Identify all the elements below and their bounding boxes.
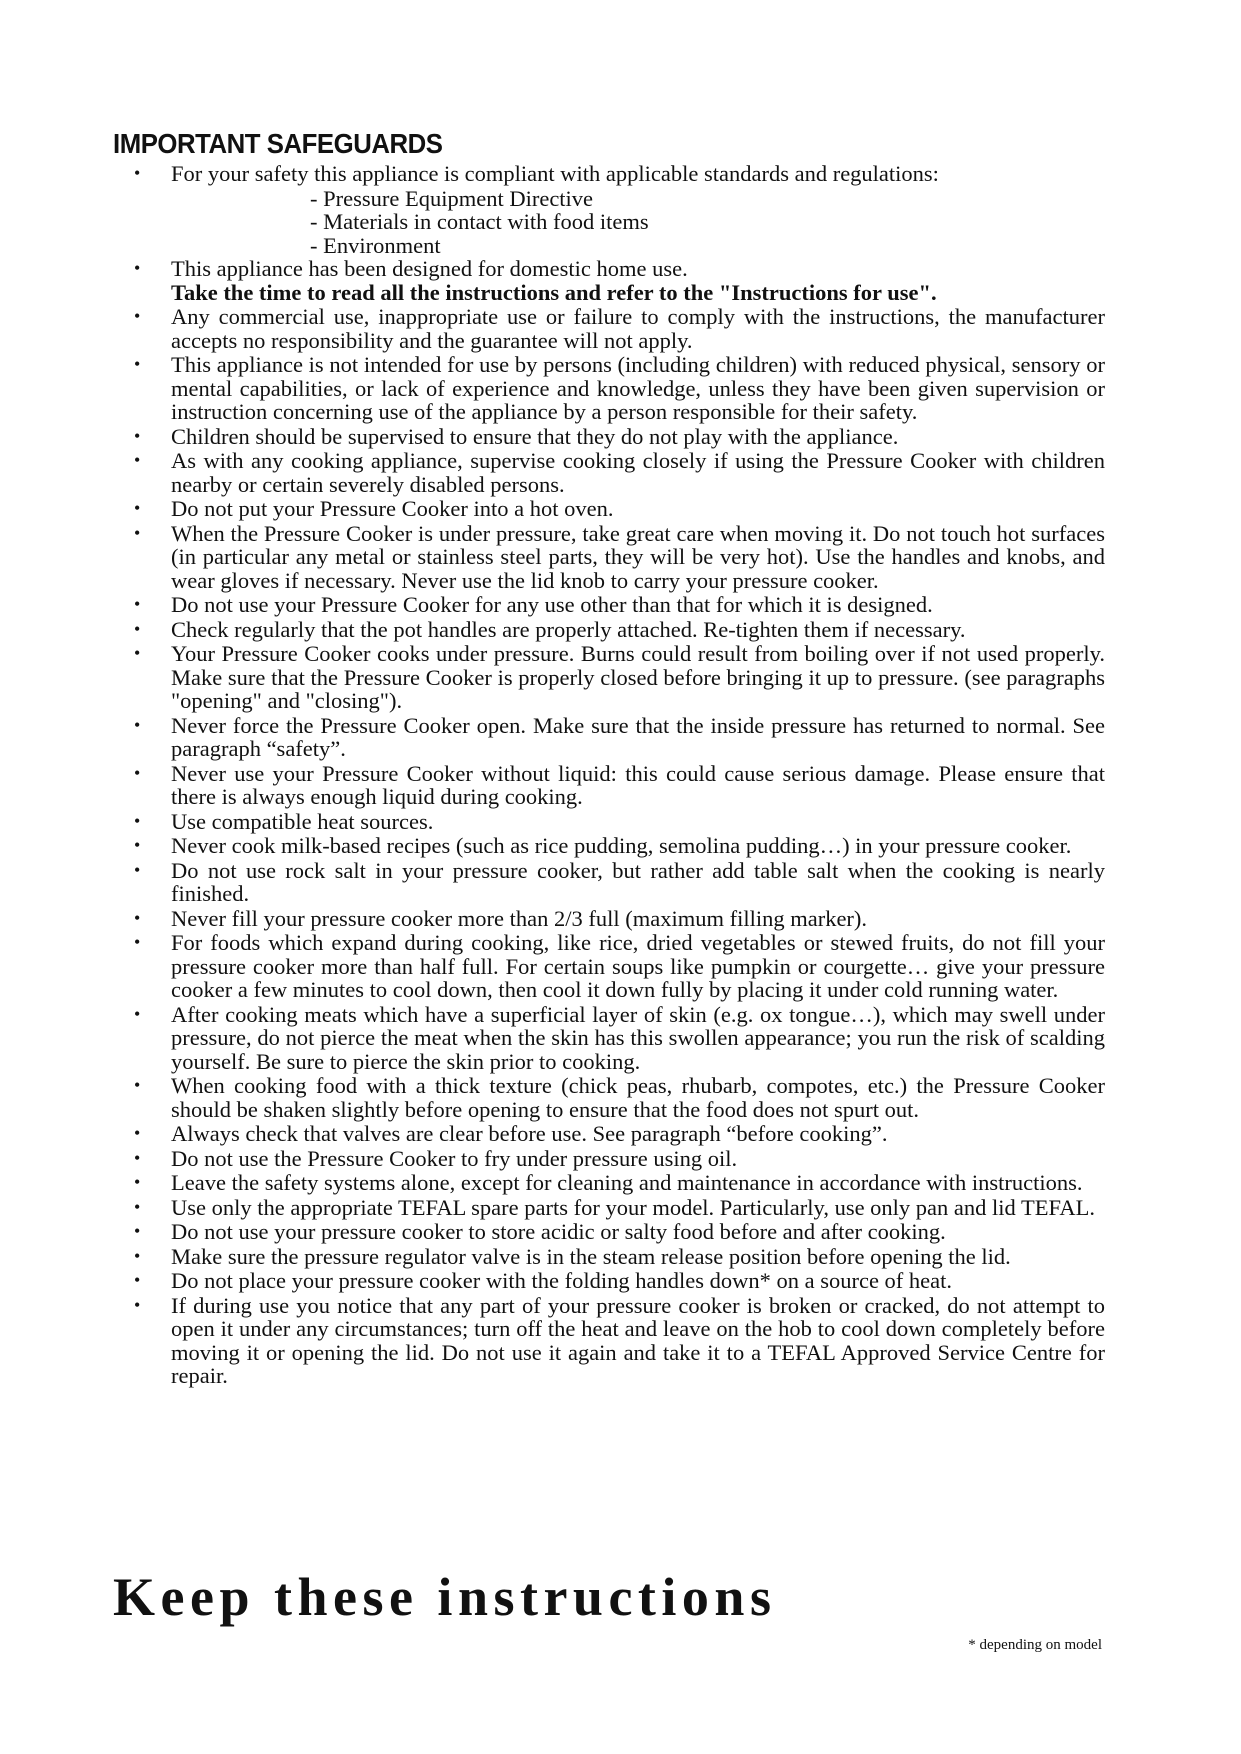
footnote: * depending on model (968, 1637, 1102, 1653)
list-item (113, 714, 1105, 761)
bullet-icon: • (134, 1221, 141, 1241)
bullet-icon: • (134, 714, 141, 735)
list-item (113, 762, 1105, 809)
list-item (113, 1220, 1105, 1244)
list-item-text: Never force the Pressure Cooker open. Make sure that the inside pressure has returned to normal. See paragraph “safety”. (171, 712, 1105, 761)
bullet-icon: • (134, 762, 141, 783)
bullet-icon: • (134, 1270, 141, 1290)
list-item (113, 1003, 1105, 1074)
safeguards-list (113, 162, 1105, 304)
list-item (113, 810, 1105, 834)
list-item-text: This appliance has been designed for domestic home use. (171, 256, 688, 281)
bullet-icon: • (134, 835, 141, 855)
bullet-icon: • (134, 498, 141, 518)
list-item-text: Leave the safety systems alone, except for cleaning and maintenance in accordance with instructions. (171, 1170, 1083, 1195)
list-item-text: Do not use rock salt in your pressure cooker, but rather add table salt when the cooking is nearly finished. (171, 857, 1105, 906)
list-item-text: Use compatible heat sources. (171, 808, 434, 834)
standard-item: - Pressure Equipment Directive (310, 185, 594, 211)
list-item-text: Do not use your pressure cooker to store acidic or salty food before and after cooking. (171, 1219, 946, 1244)
bullet-icon: • (134, 1075, 141, 1095)
list-item (113, 522, 1105, 593)
bullet-icon: • (134, 594, 141, 614)
list-item-text: As with any cooking appliance, supervise cooking closely if using the Pressure Cooker with children nearby or certain severely disabled persons. (171, 448, 1105, 497)
list-item-text: Children should be supervised to ensure that they do not play with the appliance. (171, 423, 899, 449)
list-item (113, 593, 1105, 617)
list-item (113, 305, 1105, 352)
bullet-icon: • (134, 258, 141, 278)
bullet-icon: • (134, 1196, 141, 1217)
bullet-icon: • (134, 932, 141, 952)
list-item (113, 1196, 1105, 1220)
read-instructions-notice: Take the time to read all the instructions and refer to the "Instructions for use". (171, 279, 937, 305)
list-item-text: If during use you notice that any part of your pressure cooker is broken or cracked, do not attempt to open it under any circumstances; turn off the heat and leave on the hob to cool down completely before moving it or opening the lid. Do not use it again and take it to a TEFAL Approved Service Centre for repair. (171, 1292, 1105, 1388)
list-item (113, 449, 1105, 496)
list-item-text: When the Pressure Cooker is under pressure, take great care when moving it. Do not touch hot surfaces (in particular any metal or stainless steel parts, they will be very hot). Use the handles and knobs, and wear gloves if necessary. Never use the lid knob to carry your pressure cooker. (171, 520, 1105, 593)
list-item-text: Always check that valves are clear before use. See paragraph “before cooking”. (171, 1121, 888, 1146)
list-item-text: Do not place your pressure cooker with the folding handles down* on a source of heat. (171, 1268, 953, 1293)
list-item-domestic (113, 257, 1105, 304)
list-item (113, 1147, 1105, 1171)
list-item-text: Never use your Pressure Cooker without liquid: this could cause serious damage. Please ensure that there is always enough liquid during cooking. (171, 760, 1105, 809)
list-item (113, 907, 1105, 931)
bullet-icon: • (134, 1123, 141, 1143)
list-item-text: Your Pressure Cooker cooks under pressure. Burns could result from boiling over if not used properly. Make sure that the Pressure Cooker is properly closed before bringing it up to pressure. (see paragraphs "opening" and "closing"). (171, 641, 1105, 713)
bullet-icon: • (134, 1245, 141, 1266)
list-item (113, 425, 1105, 449)
list-item (113, 642, 1105, 713)
list-item-text: Do not use your Pressure Cooker for any use other than that for which it is designed. (171, 592, 933, 617)
list-item (113, 497, 1105, 521)
list-item (113, 859, 1105, 906)
keep-instructions-title: Keep these instructions (113, 1567, 777, 1627)
bullet-icon: • (134, 450, 141, 470)
bullet-icon: • (134, 425, 141, 446)
standard-item: - Materials in contact with food items (310, 209, 649, 234)
list-item-text: Any commercial use, inappropriate use or failure to comply with the instructions, the manufacturer accepts no responsibility and the guarantee will not apply. (171, 304, 1105, 353)
bullet-icon: • (134, 522, 141, 543)
bullet-icon: • (134, 643, 141, 663)
list-item-text: Check regularly that the pot handles are properly attached. Re-tighten them if necessary. (171, 616, 966, 642)
list-item-text: Never fill your pressure cooker more than 2/3 full (maximum filling marker). (171, 905, 868, 931)
bullet-icon: • (134, 907, 141, 928)
list-item (113, 1074, 1105, 1121)
bullet-icon: • (134, 810, 141, 831)
list-item (113, 1122, 1105, 1146)
list-item-text: Do not put your Pressure Cooker into a hot oven. (171, 496, 614, 521)
list-item (113, 1269, 1105, 1293)
bullet-icon: • (134, 163, 141, 183)
bullet-icon: • (134, 306, 141, 326)
safeguards-section (113, 128, 1105, 1389)
bullet-icon: • (134, 1003, 141, 1024)
page-title: IMPORTANT SAFEGUARDS (113, 128, 443, 159)
list-item-text: After cooking meats which have a superficial layer of skin (e.g. ox tongue…), which may swell under pressure, do not pierce the meat when the skin has this swollen appearance; you run the risk of scalding yourself. Be sure to pierce the skin prior to cooking. (171, 1001, 1105, 1074)
list-item (113, 1171, 1105, 1195)
bullet-icon: • (134, 354, 141, 374)
bullet-icon: • (134, 1147, 141, 1168)
list-item (113, 353, 1105, 424)
list-item (113, 931, 1105, 1002)
list-item-text: For your safety this appliance is compliant with applicable standards and regulations: (171, 161, 939, 186)
safeguards-list-continued (113, 305, 1105, 1388)
list-item (113, 1245, 1105, 1269)
list-item-text: Use only the appropriate TEFAL spare parts for your model. Particularly, use only pan and lid TEFAL. (171, 1194, 1095, 1220)
bullet-icon: • (134, 1294, 141, 1315)
list-item (113, 1294, 1105, 1388)
bullet-icon: • (134, 859, 141, 880)
list-item-text: This appliance is not intended for use by persons (including children) with reduced physical, sensory or mental capabilities, or lack of experience and knowledge, unless they have been given supervision or instruction concerning use of the appliance by a person responsible for their safety. (171, 352, 1105, 424)
list-item-text: When cooking food with a thick texture (chick peas, rhubarb, compotes, etc.) the Pressure Cooker should be shaken slightly before opening to ensure that the food does not spurt out. (171, 1073, 1105, 1122)
list-item (113, 834, 1105, 858)
standard-item: - Environment (310, 232, 441, 258)
list-item-text: Never cook milk-based recipes (such as rice pudding, semolina pudding…) in your pressure cooker. (171, 833, 1072, 858)
list-item (113, 618, 1105, 642)
bullet-icon: • (134, 1172, 141, 1192)
list-item-text: For foods which expand during cooking, like rice, dried vegetables or stewed fruits, do not fill your pressure cooker more than half full. For certain soups like pumpkin or courgette… give your pressure cooker a few minutes to cool down, then cool it down fully by placing it under cold running water. (171, 930, 1105, 1002)
list-item-intro (113, 162, 1105, 186)
list-item-text: Make sure the pressure regulator valve is in the steam release position before opening the lid. (171, 1243, 1011, 1269)
list-item-text: Do not use the Pressure Cooker to fry under pressure using oil. (171, 1145, 738, 1171)
bullet-icon: • (134, 618, 141, 639)
